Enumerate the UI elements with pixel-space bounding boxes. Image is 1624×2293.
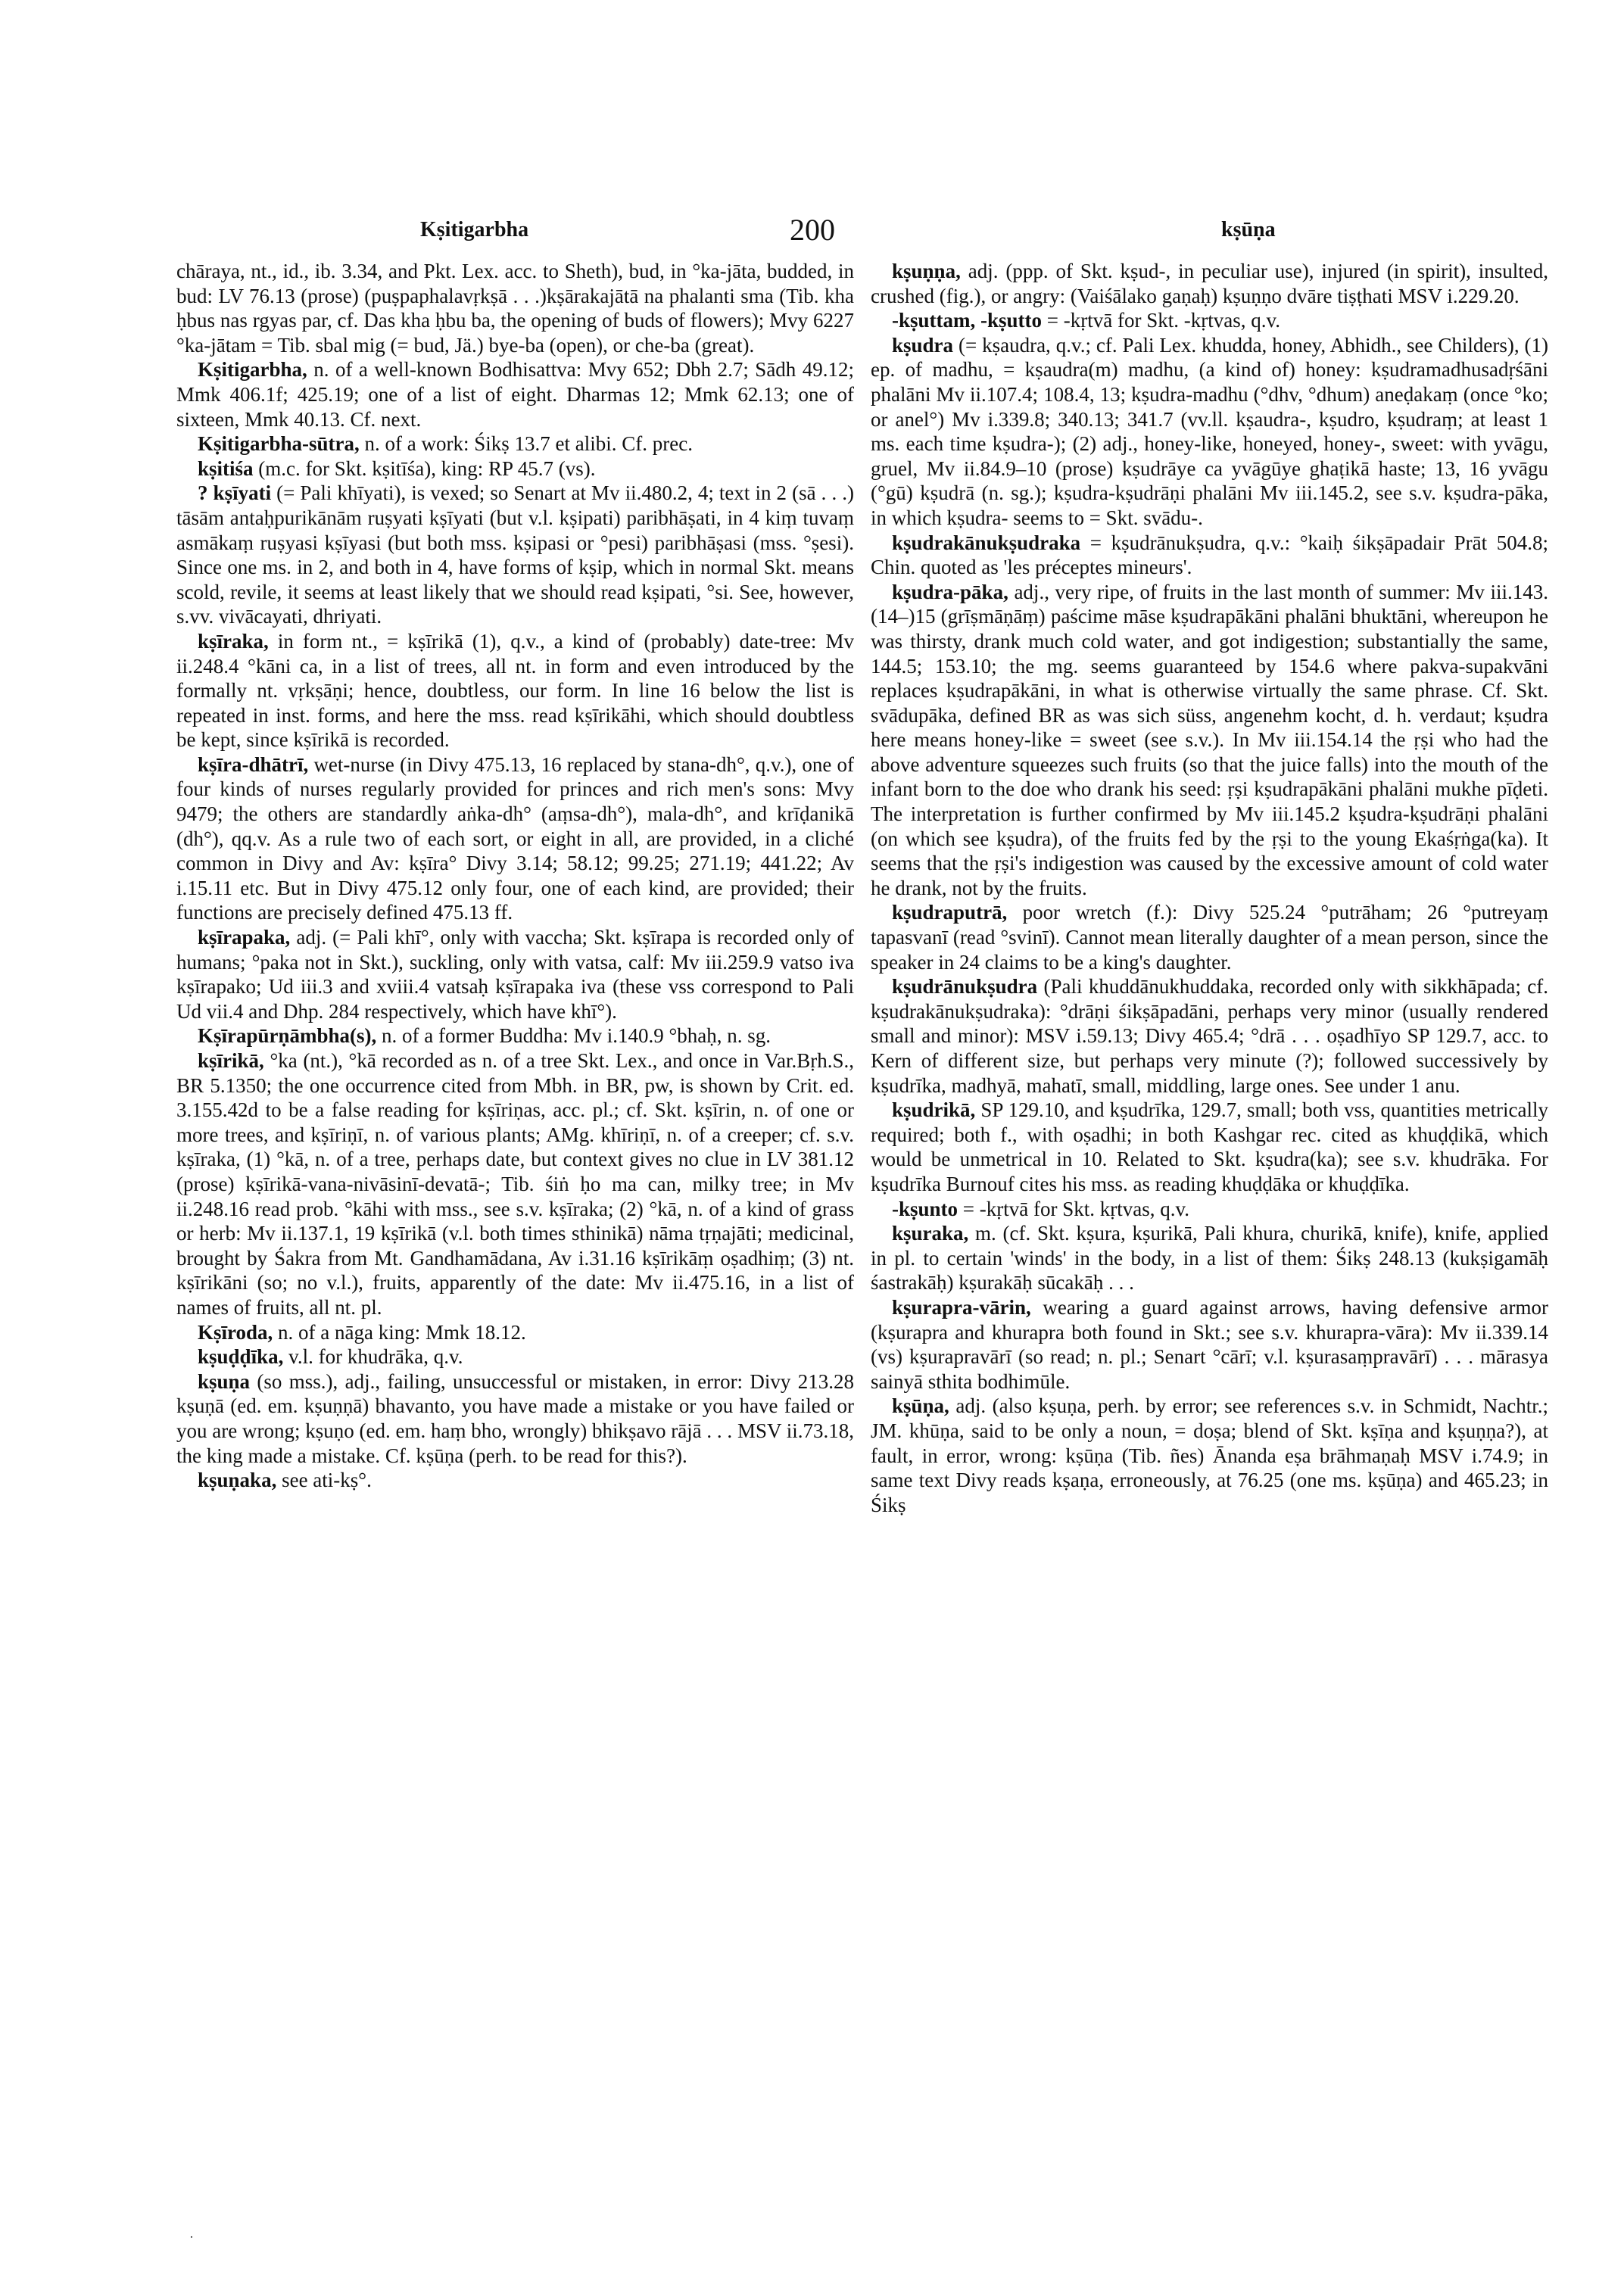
left-column [176, 259, 854, 1493]
entry-headword: kṣudraputrā, [892, 901, 1008, 924]
entry-text: chāraya, nt., id., ib. 3.34, and Pkt. Lex. acc. to Sheth), bud, in °ka-jāta, budded, in bud: LV 76.13 (prose) (puṣpaphalavṛkṣā . . .)kṣārakajātā na phalanti sma (Tib. kha ḥbus nas rgyas par, cf. Das kha ḥbu ba, the opening of buds of flowers); Mvy 6227 °ka-jātam = Tib. sbal mig (= bud, Jä.) bye-ba (open), or che-ba (great). [176, 260, 854, 357]
entry-headword: kṣudra [892, 333, 954, 357]
right-column [871, 259, 1548, 1517]
dictionary-entry [871, 900, 1548, 974]
dictionary-entry [176, 1468, 854, 1493]
dictionary-entry [176, 431, 854, 456]
entry-text: = -kṛtvā for Skt. -kṛtvas, q.v. [1046, 309, 1280, 332]
entry-text: v.l. for khudrāka, q.v. [288, 1345, 463, 1369]
entry-text: °ka (nt.), °kā recorded as n. of a tree Skt. Lex., and once in Var.Bṛh.S., BR 5.1350; the one occurrence cited from Mbh. in BR, pw, is shown by Crit. ed. 3.155.42d to be a false reading for kṣīriṇas, acc. pl.; cf. Skt. kṣīrin, n. of one or more trees, and kṣīriṇī, n. of various plants; AMg. khīriṇī, n. of a creeper; cf. s.v. kṣīraka, (1) °kā, n. of a tree, perhaps date, but context gives no clue in LV 381.12 (prose) kṣīrikā-vana-nivāsinī-devatā-; Tib. śiṅ ḥo ma can, milky tree; in Mv ii.248.16 read prob. °kāhi with mss., see s.v. kṣīraka; (2) °kā, n. of a kind of grass or herb: Mv ii.137.1, 19 kṣīrikā (v.l. both times sthinikā) nāma tṛṇajāti; medicinal, brought by Śakra from Mt. Gandhamādana, Av i.31.16 kṣīrikāṃ oṣadhiṃ; (3) nt. kṣīrikāni (so; no v.l.), fruits, apparently of the date: Mv ii.475.16, in a list of names of fruits, all nt. pl. [176, 1049, 854, 1319]
entry-headword: kṣuṇṇa, [892, 260, 961, 282]
dictionary-entry [176, 357, 854, 431]
dictionary-entry [176, 925, 854, 1023]
entry-text: wearing a guard against arrows, having defensive armor (kṣurapra and khurapra both found in Skt.; see s.v. khurapra-vāra): Mv ii.339.14 (vs) kṣurapravārī (so read; n. pl.; Senart °cārī; v.l. kṣurasaṃpravārī) . . . mārasya sainyā sthita bodhimūle. [871, 1295, 1548, 1393]
entry-headword: kṣurapra-vārin, [892, 1295, 1031, 1319]
dictionary-entry [176, 629, 854, 752]
entry-text: in form nt., = kṣīrikā (1), q.v., a kind of (probably) date-tree: Mv ii.248.4 °kāni ca, in a list of trees, all nt. in form and even introduced by the formally nt. vṛkṣāṇi; hence, doubtless, our form. In line 16 below the list is repeated in inst. forms, and here the mss. read kṣīrikāhi, which should doubtless be kept, since kṣīrikā is recorded. [176, 629, 855, 752]
dictionary-entry [871, 1098, 1548, 1196]
dictionary-entry [176, 1369, 854, 1468]
dictionary-entry [871, 333, 1548, 531]
running-head-right: kṣūṇa [1221, 218, 1276, 241]
entry-headword: Kṣīroda, [198, 1320, 273, 1344]
dictionary-entry [176, 456, 854, 481]
entry-headword: kṣudra-pāka, [892, 580, 1008, 603]
dictionary-entry [871, 531, 1548, 580]
entry-text: adj., very ripe, of fruits in the last month of summer: Mv iii.143.(14–)15 (grīṣmāṇāṃ) paścime māse kṣudrapākāni phalāni bhuktāni, whereupon he was thirsty, drank much cold water, and got indigestion; substantially the same, 144.5; 153.10; the mg. seems guaranteed by 154.6 where pakva-supakvāni replaces kṣudrapākāni, in what is otherwise virtually the same phrase. Cf. Skt. svādupāka, defined BR as was sich süss, angenehm kocht, d. h. verdaut; kṣudra here means honey-like = sweet (see s.v.). In Mv iii.154.14 the ṛṣi who had the above adventure squeezes such fruits (so that the juice falls) into the mouth of the infant born to the doe who drank his seed: ṛṣi kṣudrapākāni phalāni mukhe pīḍeti. The interpretation is further confirmed by Mv iii.145.2 kṣudra-kṣudrāṇi phalāni (on which see kṣudra), of the fruits fed by the ṛṣi to the young Ekaśṛṅga(ka). It seems that the ṛṣi's indigestion was caused by the excessive amount of cold water he drank, not by the fruits. [871, 580, 1548, 899]
entry-text: see ati-kṣ°. [282, 1469, 372, 1492]
entry-headword: kṣūṇa, [892, 1394, 949, 1418]
entry-headword: kṣudrakānukṣudraka [892, 531, 1081, 554]
dictionary-entry [176, 1048, 854, 1320]
dictionary-entry [176, 1320, 854, 1345]
entry-text: n. of a well-known Bodhisattva: Mvy 652; Dbh 2.7; Sādh 49.12; Mmk 406.1f; 425.19; one of a list of eight. Dharmas 12; Mmk 62.13; one of sixteen, Mmk 40.13. Cf. next. [176, 358, 855, 431]
entry-headword: -kṣuttam, -kṣutto [892, 309, 1043, 332]
entry-text: adj. (also kṣuṇa, perh. by error; see references s.v. in Schmidt, Nachtr.; JM. khūṇa, said to be only a noun, = doṣa; blend of Skt. kṣīṇa and kṣuṇṇa?), at fault, in error, wrong: kṣūṇa (Tib. ñes) Ānanda eṣa brāhmaṇaḥ MSV i.74.9; in same text Divy reads kṣaṇa, erroneously, at 76.25 (one ms. kṣūṇa) and 465.23; in Śikṣ [871, 1394, 1548, 1516]
dictionary-entry [871, 974, 1548, 1098]
entry-text: poor wretch (f.): Divy 525.24 °putrāham; 26 °putreyaṃ tapasvanī (read °svinī). Cannot mean literally daughter of a mean person, since the speaker in 24 claims to be a king's daughter. [871, 901, 1548, 974]
entry-headword: -kṣunto [892, 1197, 959, 1220]
entry-text: adj. (= Pali khī°, only with vaccha; Skt. kṣīrapa is recorded only of humans; °paka not in Skt.), suckling, only with vatsa, calf: Mv iii.259.9 vatso iva kṣīrapako; Ud iii.3 and xviii.4 vatsaḥ kṣīrapaka iva (these vss correspond to Pali Ud vii.4 and Dhp. 284 respectively, which have khī°). [176, 926, 854, 1023]
entry-text: (so mss.), adj., failing, unsuccessful or mistaken, in error: Divy 213.28 kṣuṇā (ed. em. kṣuṇṇā) bhavanto, you have made a mistake or you have failed or you are wrong; kṣuṇo (ed. em. haṃ bho, wrongly) bhikṣavo rājā . . . MSV ii.73.18, the king made a mistake. Cf. kṣūṇa (perh. to be read for this?). [176, 1369, 855, 1467]
entry-text: wet-nurse (in Divy 475.13, 16 replaced by stana-dh°, q.v.), one of four kinds of nurses regularly provided for princes and rich men's sons: Mvy 9479; the others are standardly aṅka-dh° (aṃsa-dh°), mala-dh°, and krīḍanikā (dh°), qq.v. As a rule two of each sort, or eight in all, are provided, in a cliché common in Divy and Av: kṣīra° Divy 3.14; 58.12; 99.25; 271.19; 441.22; Av i.15.11 etc. But in Divy 475.12 only four, one of each kind, are provided; their functions are precisely defined 475.13 ff. [176, 752, 854, 924]
scan-mark: · [189, 2229, 194, 2245]
entry-text: = -kṛtvā for Skt. kṛtvas, q.v. [962, 1197, 1189, 1220]
entry-text: (= Pali khīyati), is vexed; so Senart at Mv ii.480.2, 4; text in 2 (sā . . .) tāsām antaḥpurikānām ruṣyati kṣīyati (but v.l. kṣipati) paribhāṣati, in 4 kiṃ tuvaṃ asmākaṃ ruṣyasi kṣīyasi (but both mss. kṣipasi or °pesi) paribhāṣasi (mss. °ṣesi). Since one ms. in 2, and both in 4, have forms of kṣip, which in normal Skt. means scold, revile, it seems at least likely that we should read kṣipati, °si. See, however, s.vv. vivācayati, dhriyati. [176, 481, 854, 628]
entry-headword: kṣīrapaka, [198, 926, 291, 949]
page-number: 200 [790, 213, 835, 247]
entry-headword: kṣuṇaka, [198, 1469, 277, 1492]
entry-headword: kṣuḍḍīka, [198, 1345, 284, 1369]
dictionary-entry [871, 1394, 1548, 1517]
dictionary-entry [176, 259, 854, 357]
entry-text: = kṣudrānukṣudra, q.v.: °kaiḥ śikṣāpadair Prāt 504.8; Chin. quoted as 'les préceptes mineurs'. [871, 531, 1548, 579]
dictionary-entry [871, 1221, 1548, 1295]
entry-text: adj. (ppp. of Skt. kṣud-, in peculiar use), injured (in spirit), insulted, crushed (fig.), or angry: (Vaiśālako gaṇaḥ) kṣuṇṇo dvāre tiṣṭhati MSV i.229.20. [871, 260, 1549, 307]
entry-headword: kṣīraka, [198, 629, 269, 653]
entry-headword: kṣuṇa [198, 1369, 251, 1393]
dictionary-entry [871, 308, 1548, 333]
dictionary-entry [176, 1344, 854, 1369]
entry-text: n. of a work: Śikṣ 13.7 et alibi. Cf. prec. [364, 432, 693, 456]
entry-text: (= kṣaudra, q.v.; cf. Pali Lex. khudda, honey, Abhidh., see Childers), (1) ep. of madhu, = kṣaudra(m) madhu, (a kind of) honey: kṣudramadhusadṛśāni phalāni Mv ii.107.4; 108.4, 13; kṣudra-madhu (°dhv, °dhum) aneḍakaṃ (once °ko; or anel°) Mv i.339.8; 340.13; 341.7 (vv.ll. kṣaudra-, kṣudro, kṣudraṃ; at least 1 ms. each time kṣudra-); (2) adj., honey-like, honeyed, honey-, sweet: with yvāgu, gruel, Mv ii.84.9–10 (prose) kṣudrāye ca yvāgūye ghaṭikā haste; 13, 16 yvāgu (°gū) kṣudrā (n. sg.); kṣudra-kṣudrāṇi phalāni Mv iii.145.2, see s.v. kṣudra-pāka, in which kṣudra- seems to = Skt. svādu-. [871, 333, 1549, 529]
entry-text: m. (cf. Skt. kṣura, kṣurikā, Pali khura, churikā, knife), knife, applied in pl. to certain 'winds' in the body, in a list of them: Śikṣ 248.13 (kukṣigamāḥ śastrakāḥ) kṣurakāḥ sūcakāḥ . . . [871, 1222, 1549, 1294]
entry-headword: Kṣitigarbha-sūtra, [198, 432, 360, 456]
entry-headword: kṣitiśa [198, 456, 254, 480]
entry-text: (Pali khuddānukhuddaka, recorded only with sikkhāpada; cf. kṣudrakānukṣudraka): °drāṇi śikṣāpadāni, perhaps very minor (usually rendered small and minor): MSV i.59.13; Divy 465.4; °drā . . . oṣadhīyo SP 129.7, acc. to Kern of different size, but perhaps very minute (?); followed successively by kṣudrīka, madhyā, mahatī, small, middling, large ones. See under 1 anu. [871, 975, 1549, 1097]
entry-headword: kṣīrikā, [198, 1049, 264, 1072]
dictionary-entry [871, 1197, 1548, 1222]
entry-headword: kṣudrikā, [892, 1098, 976, 1122]
entry-headword: kṣuraka, [892, 1222, 969, 1245]
dictionary-entry [176, 752, 854, 925]
entry-headword: Kṣitigarbha, [198, 358, 307, 382]
entry-text: n. of a nāga king: Mmk 18.12. [278, 1320, 526, 1344]
entry-text: (m.c. for Skt. kṣitīśa), king: RP 45.7 (vs). [258, 456, 596, 480]
entry-text: SP 129.10, and kṣudrīka, 129.7, small; both vss, quantities metrically required; both f., with oṣadhi; in both Kashgar rec. cited as khuḍḍikā, which would be unmetrical in 10. Related to Skt. kṣudra(ka); see s.v. khudrāka. For kṣudrīka Burnouf cites his mss. as reading khuḍḍāka or khuḍḍīka. [871, 1098, 1548, 1195]
entry-headword: ? kṣīyati [198, 481, 272, 505]
entry-text: n. of a former Buddha: Mv i.140.9 °bhaḥ, n. sg. [382, 1024, 771, 1048]
dictionary-entry [176, 1023, 854, 1048]
dictionary-entry [176, 481, 854, 629]
entry-headword: Kṣīrapūrṇāmbha(s), [198, 1024, 377, 1048]
dictionary-entry [871, 1295, 1548, 1394]
running-head-left: Kṣitigarbha [420, 218, 529, 241]
dictionary-entry [871, 259, 1548, 308]
entry-headword: kṣīra-dhātrī, [198, 752, 309, 776]
dictionary-entry [871, 580, 1548, 901]
entry-headword: kṣudrānukṣudra [892, 975, 1038, 999]
